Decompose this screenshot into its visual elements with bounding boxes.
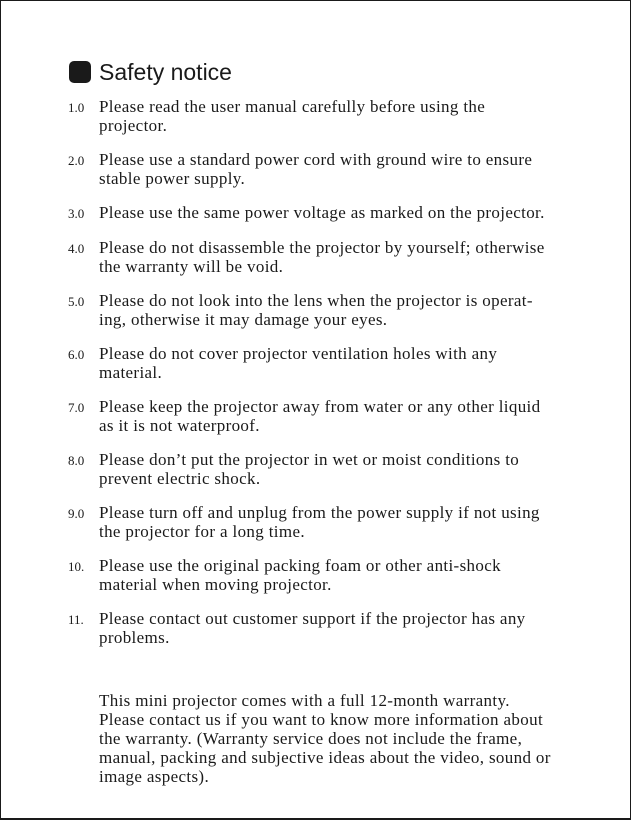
title-bullet-icon	[69, 61, 91, 83]
item-text-line: Please use the same power voltage as marked on the projector.	[99, 203, 545, 222]
item-number: 1.0	[68, 100, 85, 115]
item-number: 5.0	[68, 294, 85, 309]
item-text	[99, 97, 485, 135]
notice-item	[68, 450, 613, 488]
item-number: 8.0	[68, 453, 85, 468]
notice-item	[68, 97, 613, 135]
notice-item	[68, 291, 613, 329]
item-text-line: prevent electric shock.	[99, 469, 261, 488]
note-line: the warranty. (Warranty service does not include the frame,	[99, 729, 523, 748]
item-text-line: Please do not disassemble the projector by yourself; otherwise	[99, 238, 545, 257]
notice-item	[68, 397, 613, 435]
item-number: 4.0	[68, 241, 85, 256]
page-title: Safety notice	[99, 59, 232, 85]
notice-item	[68, 344, 613, 382]
safety-notice-list	[68, 97, 613, 662]
item-text	[99, 397, 540, 435]
item-text-line: the warranty will be void.	[99, 257, 284, 276]
item-text-line: problems.	[99, 628, 170, 647]
item-number: 9.0	[68, 506, 85, 521]
warranty-note	[99, 691, 619, 786]
item-text-line: projector.	[99, 116, 168, 135]
note-line: manual, packing and subjective ideas about the video, sound or	[99, 748, 551, 767]
item-text-line: Please use a standard power cord with ground wire to ensure	[99, 150, 533, 169]
notice-item	[68, 556, 613, 594]
item-text-line: the projector for a long time.	[99, 522, 305, 541]
item-number: 11.	[68, 612, 84, 627]
note-line: This mini projector comes with a full 12-month warranty.	[99, 691, 510, 710]
item-number: 3.0	[68, 206, 85, 221]
item-text-line: material when moving projector.	[99, 575, 332, 594]
item-text	[99, 556, 501, 594]
notice-item	[68, 150, 613, 188]
item-number: 7.0	[68, 400, 85, 415]
note-line: image aspects).	[99, 767, 210, 786]
item-text	[99, 450, 519, 488]
item-text-line: material.	[99, 363, 163, 382]
item-text	[99, 503, 540, 541]
item-number: 10.	[68, 559, 85, 574]
item-text	[99, 291, 533, 329]
item-text	[99, 150, 532, 188]
notice-item	[68, 238, 613, 276]
item-text-line: stable power supply.	[99, 169, 246, 188]
notice-item	[68, 203, 613, 223]
item-text-line: as it is not waterproof.	[99, 416, 260, 435]
item-text-line: Please don’t put the projector in wet or moist conditions to	[99, 450, 520, 469]
item-text-line: Please use the original packing foam or other anti-shock	[99, 556, 501, 575]
item-number: 2.0	[68, 153, 85, 168]
title-row	[69, 57, 232, 87]
notice-item	[68, 609, 613, 647]
item-number: 6.0	[68, 347, 85, 362]
note-line: Please contact us if you want to know more information about	[99, 710, 544, 729]
item-text-line: Please contact out customer support if the projector has any	[99, 609, 526, 628]
item-text-line: ing, otherwise it may damage your eyes.	[99, 310, 388, 329]
item-text	[99, 238, 545, 276]
item-text-line: Please do not cover projector ventilation holes with any	[99, 344, 498, 363]
item-text-line: Please do not look into the lens when the projector is operat-	[99, 291, 533, 310]
item-text-line: Please keep the projector away from water or any other liquid	[99, 397, 541, 416]
item-text-line: Please turn off and unplug from the power supply if not using	[99, 503, 540, 522]
item-text	[99, 203, 545, 222]
item-text-line: Please read the user manual carefully before using the	[99, 97, 486, 116]
item-text	[99, 609, 526, 647]
notice-item	[68, 503, 613, 541]
item-text	[99, 344, 497, 382]
